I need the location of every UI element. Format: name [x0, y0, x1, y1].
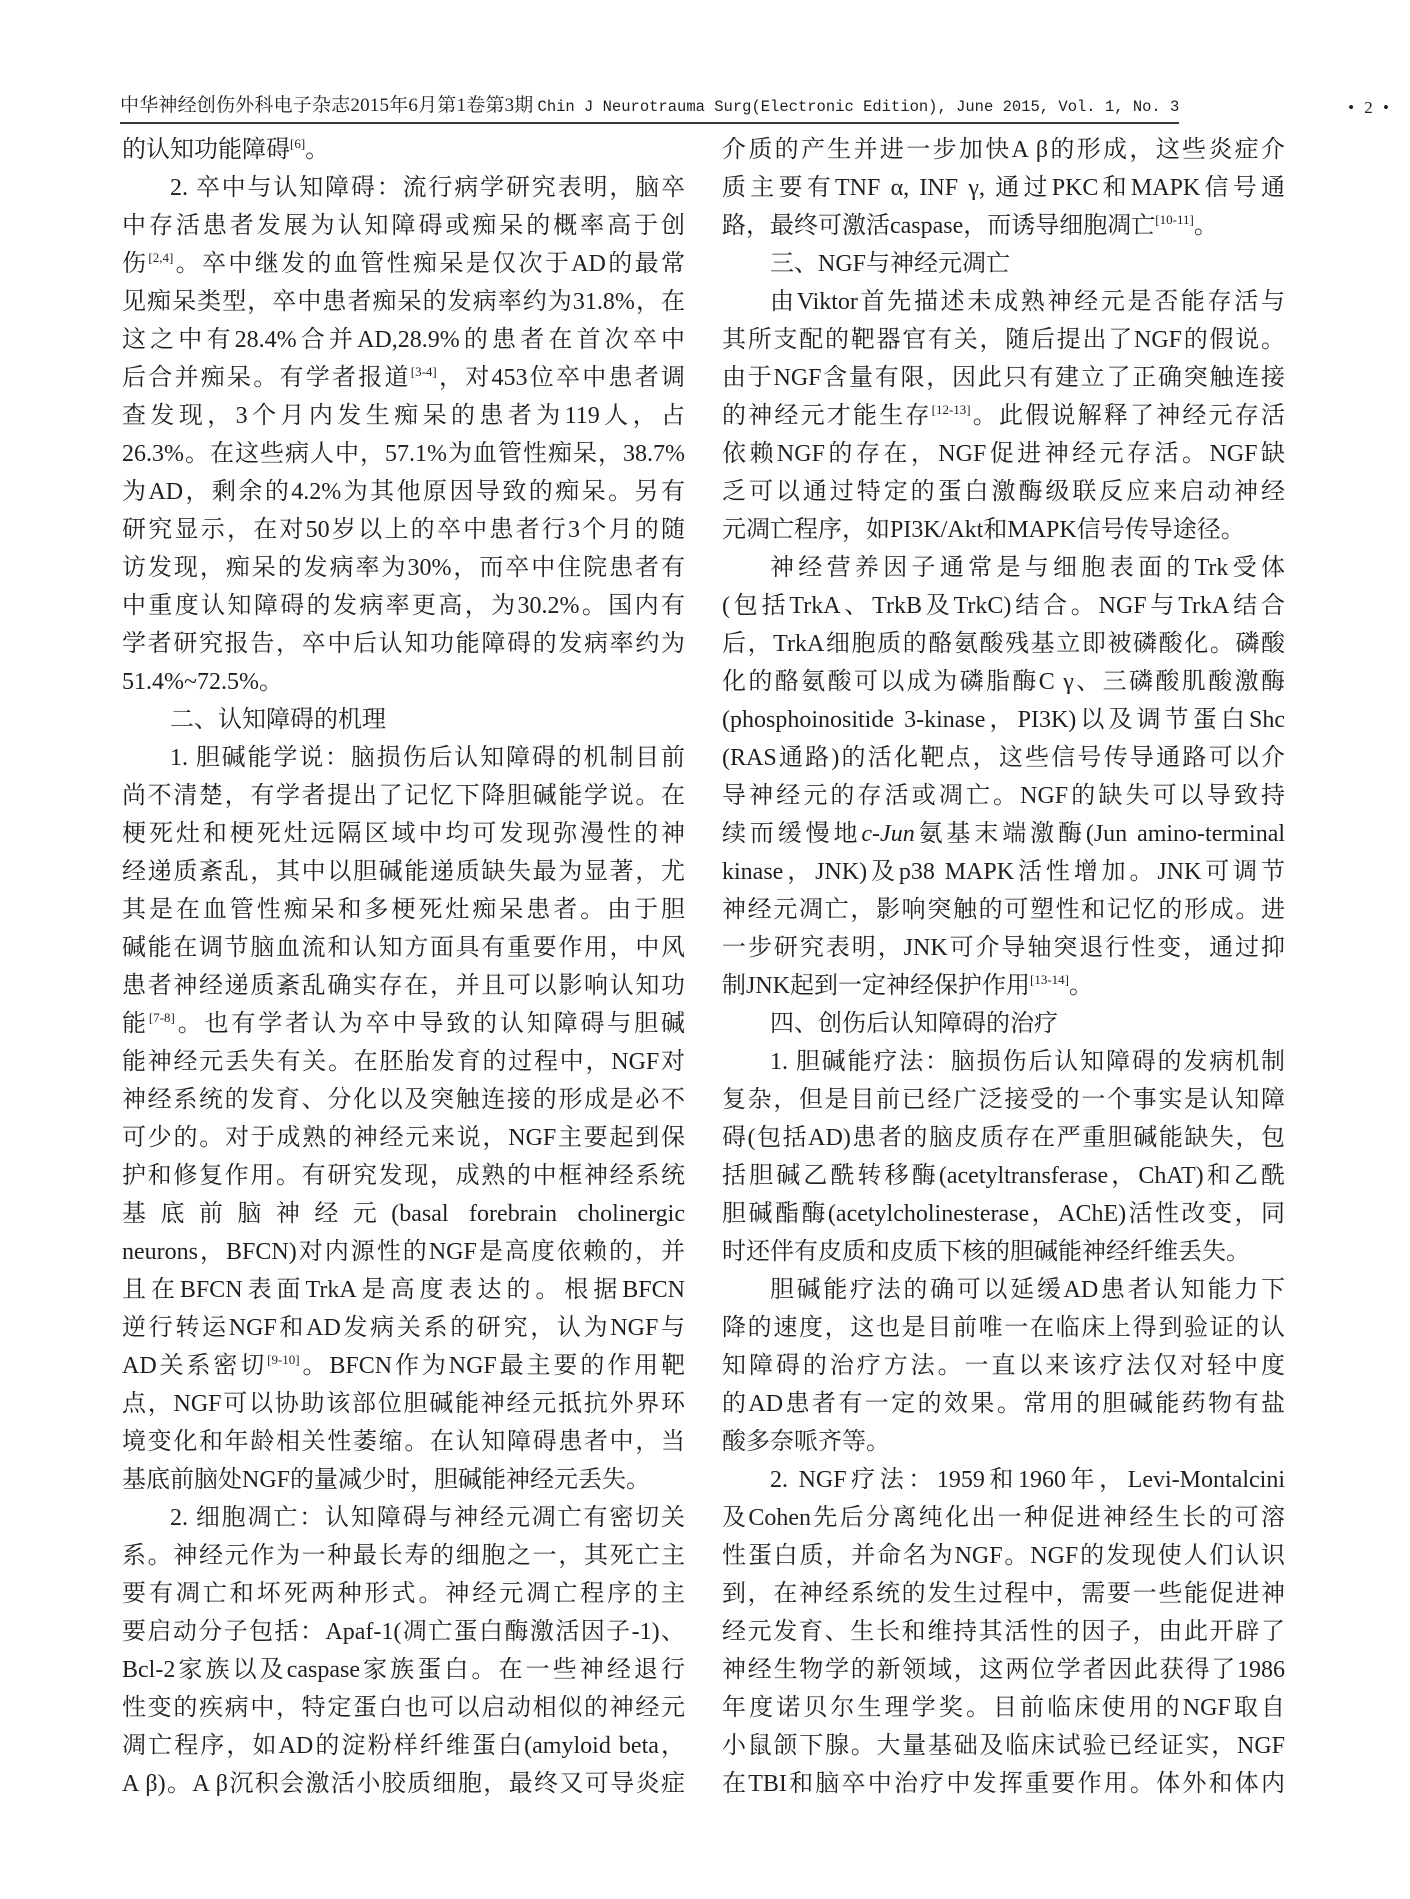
text-line: 2. NGF疗法：1959和1960年，Levi-Montalcini: [770, 1467, 1285, 1493]
text-line: 三、NGF与神经元凋亡: [770, 251, 1011, 277]
text-line: 26.3%。在这些病人中，57.1%为血管性痴呆，38.7%: [122, 441, 685, 467]
text-line: 经元发育、生长和维持其活性的因子，由此开辟了: [722, 1619, 1285, 1645]
reference-superscript: [3-4]: [410, 364, 437, 379]
text-line: 碱能在调节脑血流和认知方面具有重要作用，中风: [122, 935, 685, 961]
text-line: 51.4%~72.5%。: [122, 669, 283, 695]
text-line: 尚不清楚，有学者提出了记忆下降胆碱能学说。在: [122, 783, 685, 809]
text-line: 四、创伤后认知障碍的治疗: [770, 1011, 1058, 1037]
journal-title-en: Chin J Neurotrauma Surg(Electronic Edition), June 2015, Vol. 1, No. 3: [537, 98, 1180, 116]
text-line: 神经元凋亡，影响突触的可塑性和记忆的形成。进: [722, 897, 1285, 923]
text-line: 的AD患者有一定的效果。常用的胆碱能药物有盐: [722, 1391, 1285, 1417]
text-line: 梗死灶和梗死灶远隔区域中均可发现弥漫性的神: [122, 821, 685, 847]
text-line: 后，TrkA细胞质的酪氨酸残基立即被磷酸化。磷酸: [722, 631, 1285, 657]
page-header: [120, 90, 1392, 124]
text-line: 系。神经元作为一种最长寿的细胞之一，其死亡主: [122, 1543, 685, 1569]
text-line: 后合并痴呆。有学者报道[3-4]，对453位卒中患者调: [122, 364, 685, 391]
text-line: 基底前脑神经元(basal forebrain cholinergic: [122, 1201, 685, 1227]
text-line: 访发现，痴呆的发病率为30%，而卒中住院患者有: [122, 555, 685, 581]
text-line: 续而缓慢地c-Jun氨基末端激酶(Jun amino-terminal: [722, 821, 1286, 847]
text-line: 胆碱能疗法的确可以延缓AD患者认知能力下: [770, 1277, 1285, 1303]
reference-superscript: [13-14]: [1030, 972, 1070, 987]
text-line: 要有凋亡和坏死两种形式。神经元凋亡程序的主: [122, 1581, 685, 1607]
text-line: 中重度认知障碍的发病率更高，为30.2%。国内有: [122, 593, 685, 619]
text-line: 胆碱酯酶(acetylcholinesterase，AChE)活性改变，同: [722, 1201, 1285, 1227]
text-line: 中存活患者发展为认知障碍或痴呆的概率高于创: [122, 213, 685, 239]
text-line: 性蛋白质，并命名为NGF。NGF的发现使人们认识: [722, 1543, 1285, 1569]
text-line: 括胆碱乙酰转移酶(acetyltransferase，ChAT)和乙酰: [722, 1163, 1285, 1189]
text-line: 这之中有28.4%合并AD,28.9%的患者在首次卒中: [122, 327, 685, 353]
text-line: 化的酪氨酸可以成为磷脂酶C γ、三磷酸肌酸激酶: [722, 669, 1285, 695]
italic-term: c-Jun: [861, 821, 915, 847]
text-line: 一步研究表明，JNK可介导轴突退行性变，通过抑: [722, 935, 1285, 961]
article-body: [122, 131, 1285, 1803]
text-line: 其是在血管性痴呆和多梗死灶痴呆患者。由于胆: [122, 897, 685, 923]
reference-superscript: [2,4]: [148, 250, 174, 265]
journal-citation: [120, 90, 1179, 124]
text-line: 乏可以通过特定的蛋白激酶级联反应来启动神经: [722, 479, 1285, 505]
reference-superscript: [12-13]: [931, 402, 971, 417]
text-line: 且在BFCN表面TrkA是高度表达的。根据BFCN: [122, 1277, 685, 1303]
right-column: [722, 131, 1285, 1803]
text-line: 为AD，剩余的4.2%为其他原因导致的痴呆。另有: [122, 479, 685, 505]
reference-superscript: [7-8]: [148, 1010, 175, 1025]
text-line: 1. 胆碱能学说：脑损伤后认知障碍的机制目前: [170, 745, 685, 771]
text-line: AD关系密切[9-10]。BFCN作为NGF最主要的作用靶: [122, 1352, 685, 1379]
text-line: 在TBI和脑卒中治疗中发挥重要作用。体外和体内: [722, 1771, 1285, 1797]
text-line: Bcl-2家族以及caspase家族蛋白。在一些神经退行: [122, 1657, 685, 1683]
text-line: 及Cohen先后分离纯化出一种促进神经生长的可溶: [722, 1505, 1285, 1531]
text-line: 性变的疾病中，特定蛋白也可以启动相似的神经元: [122, 1695, 685, 1721]
page-number: • 2 •: [1348, 98, 1392, 117]
text-line: 介质的产生并进一步加快A β的形成，这些炎症介: [722, 137, 1285, 163]
text-line: 研究显示，在对50岁以上的卒中患者行3个月的随: [122, 517, 685, 543]
text-line: 1. 胆碱能疗法：脑损伤后认知障碍的发病机制: [770, 1049, 1285, 1075]
text-line: 小鼠颌下腺。大量基础及临床试验已经证实，NGF: [722, 1733, 1285, 1759]
text-line: 患者神经递质紊乱确实存在，并且可以影响认知功: [122, 973, 685, 999]
text-line: 经递质紊乱，其中以胆碱能递质缺失最为显著，尤: [122, 859, 685, 885]
left-column: [122, 131, 685, 1803]
text-line: 依赖NGF的存在，NGF促进神经元存活。NGF缺: [722, 441, 1285, 467]
text-line: 其所支配的靶器官有关，随后提出了NGF的假说。: [722, 327, 1285, 353]
text-line: 的神经元才能生存[12-13]。此假说解释了神经元存活: [722, 402, 1286, 429]
text-line: 路，最终可激活caspase，而诱导细胞凋亡[10-11]。: [722, 212, 1218, 239]
text-line: 能神经元丢失有关。在胚胎发育的过程中，NGF对: [122, 1049, 685, 1075]
text-line: 时还伴有皮质和皮质下核的胆碱能神经纤维丢失。: [722, 1239, 1250, 1265]
text-line: 基底前脑处NGF的量减少时，胆碱能神经元丢失。: [122, 1467, 651, 1493]
text-line: 碍(包括AD)患者的脑皮质存在严重胆碱能缺失，包: [722, 1125, 1285, 1151]
text-line: 神经营养因子通常是与细胞表面的Trk受体: [770, 555, 1285, 581]
text-line: 2. 细胞凋亡：认知障碍与神经元凋亡有密切关: [170, 1505, 685, 1531]
text-line: 神经生物学的新领域，这两位学者因此获得了1986: [722, 1657, 1285, 1683]
text-line: 到，在神经系统的发生过程中，需要一些能促进神: [722, 1581, 1285, 1607]
text-line: 查发现，3个月内发生痴呆的患者为119人，占: [122, 403, 685, 429]
text-line: neurons，BFCN)对内源性的NGF是高度依赖的，并: [122, 1239, 685, 1265]
text-line: 质主要有TNF α, INF γ, 通过PKC和MAPK信号通: [722, 175, 1285, 201]
text-line: kinase，JNK)及p38 MAPK活性增加。JNK可调节: [722, 859, 1285, 885]
text-line: 伤[2,4]。卒中继发的血管性痴呆是仅次于AD的最常: [122, 250, 685, 277]
text-line: 护和修复作用。有研究发现，成熟的中框神经系统: [122, 1163, 685, 1189]
text-line: 复杂，但是目前已经广泛接受的一个事实是认知障: [722, 1087, 1285, 1113]
text-line: 2. 卒中与认知障碍：流行病学研究表明，脑卒: [170, 175, 685, 201]
text-line: 逆行转运NGF和AD发病关系的研究，认为NGF与: [122, 1315, 685, 1341]
text-line: 元凋亡程序，如PI3K/Akt和MAPK信号传导途径。: [722, 517, 1245, 543]
text-line: 导神经元的存活或凋亡。NGF的缺失可以导致持: [722, 783, 1285, 809]
journal-title-cn: 中华神经创伤外科电子杂志2015年6月第1卷第3期: [120, 95, 534, 116]
text-line: 二、认知障碍的机理: [170, 707, 386, 733]
text-line: (RAS通路)的活化靶点，这些信号传导通路可以介: [722, 745, 1285, 771]
text-line: 制JNK起到一定神经保护作用[13-14]。: [722, 972, 1094, 999]
reference-superscript: [10-11]: [1155, 212, 1194, 227]
text-line: 学者研究报告，卒中后认知功能障碍的发病率约为: [122, 631, 685, 657]
text-line: 酸多奈哌齐等。: [722, 1429, 890, 1455]
text-line: 神经系统的发育、分化以及突触连接的形成是必不: [122, 1087, 685, 1113]
text-line: 由于NGF含量有限，因此只有建立了正确突触连接: [722, 365, 1285, 391]
text-line: 见痴呆类型，卒中患者痴呆的发病率约为31.8%，在: [122, 289, 685, 315]
text-line: 由Viktor首先描述未成熟神经元是否能存活与: [770, 289, 1285, 315]
text-line: 可少的。对于成熟的神经元来说，NGF主要起到保: [122, 1125, 685, 1151]
text-line: 点，NGF可以协助该部位胆碱能神经元抵抗外界环: [122, 1391, 685, 1417]
text-line: 要启动分子包括：Apaf-1(凋亡蛋白酶激活因子-1)、: [122, 1619, 685, 1645]
text-line: (包括TrkA、TrkB及TrkC)结合。NGF与TrkA结合: [722, 593, 1285, 619]
text-line: 能[7-8]。也有学者认为卒中导致的认知障碍与胆碱: [122, 1010, 686, 1037]
text-line: 凋亡程序，如AD的淀粉样纤维蛋白(amyloid beta，: [122, 1733, 685, 1759]
reference-superscript: [6]: [290, 136, 306, 151]
text-line: 知障碍的治疗方法。一直以来该疗法仅对轻中度: [722, 1353, 1285, 1379]
text-line: A β)。A β沉积会激活小胶质细胞，最终又可导炎症: [122, 1771, 685, 1797]
text-line: 降的速度，这也是目前唯一在临床上得到验证的认: [722, 1315, 1285, 1341]
text-line: (phosphoinositide 3-kinase，PI3K)以及调节蛋白Shc: [722, 707, 1285, 733]
reference-superscript: [9-10]: [267, 1352, 300, 1367]
text-line: 的认知功能障碍[6]。: [122, 136, 330, 163]
text-line: 境变化和年龄相关性萎缩。在认知障碍患者中，当: [122, 1429, 685, 1455]
text-line: 年度诺贝尔生理学奖。目前临床使用的NGF取自: [722, 1695, 1285, 1721]
